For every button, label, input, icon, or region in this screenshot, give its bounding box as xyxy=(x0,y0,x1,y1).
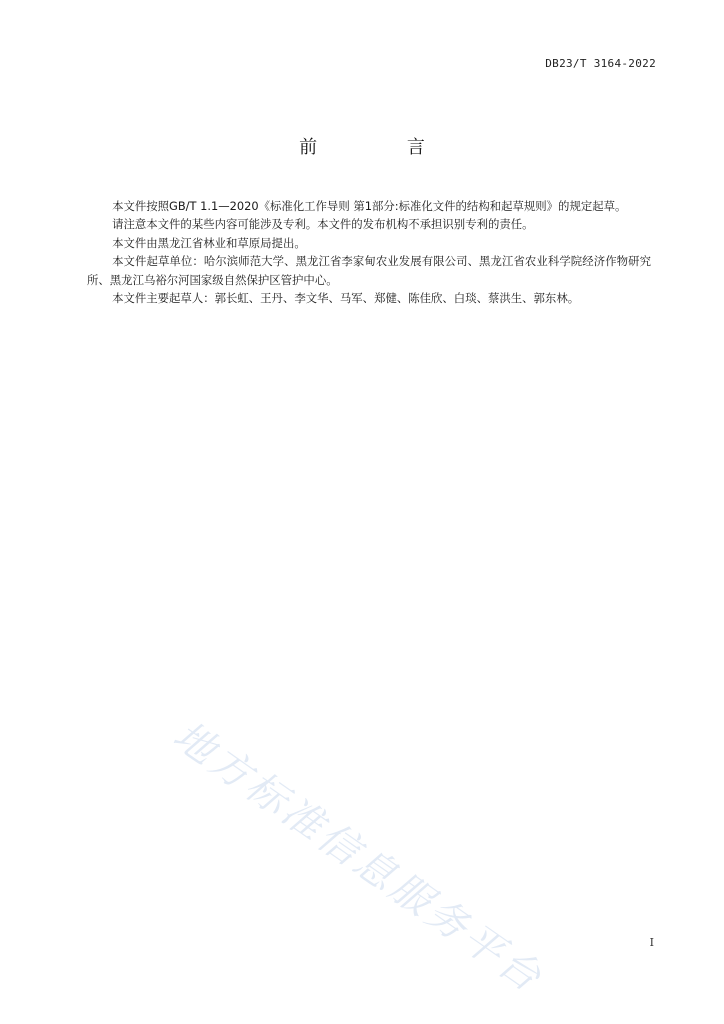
page-number: I xyxy=(649,936,654,949)
paragraph-drafting-rules: 本文件按照GB/T 1.1—2020《标准化工作导则 第1部分:标准化文件的结构和起草规则》的规定起草。 xyxy=(112,199,627,213)
foreword-body xyxy=(87,197,651,307)
paragraph-patent-notice: 请注意本文件的某些内容可能涉及专利。本文件的发布机构不承担识别专利的责任。 xyxy=(112,217,534,232)
document-code: DB23/T 3164-2022 xyxy=(545,57,656,70)
paragraph-drafting-units: 本文件起草单位：哈尔滨师范大学、黑龙江省李家甸农业发展有限公司、黑龙江省农业科学院经济作物研究所、黑龙江乌裕尔河国家级自然保护区管护中心。 xyxy=(87,254,651,287)
page-title: 前 言 xyxy=(299,137,467,158)
watermark: 地方标准信息服务平台 xyxy=(164,712,552,1003)
paragraph-proposer: 本文件由黑龙江省林业和草原局提出。 xyxy=(112,235,306,250)
paragraph-drafters: 本文件主要起草人：郭长虹、王丹、李文华、马军、郑健、陈佳欣、白琰、蔡洪生、郭东林。 xyxy=(112,291,580,306)
